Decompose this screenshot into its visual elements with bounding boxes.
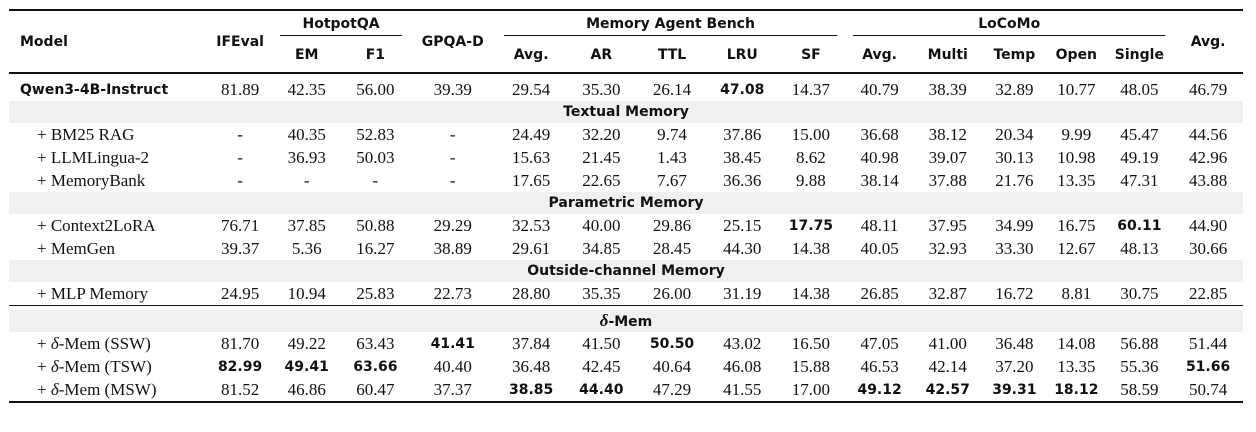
header-locomo-avg: Avg. bbox=[845, 37, 914, 73]
table-cell: 22.73 bbox=[410, 282, 496, 306]
table-cell: - bbox=[237, 124, 243, 144]
table-cell: 28.45 bbox=[652, 238, 692, 258]
table-cell: 44.30 bbox=[723, 238, 762, 258]
table-cell: 48.11 bbox=[860, 215, 899, 235]
table-cell: 48.13 bbox=[1120, 238, 1159, 258]
table-cell: 10.98 bbox=[1057, 147, 1096, 167]
table-cell: 22.85 bbox=[1173, 282, 1243, 306]
table-row bbox=[9, 237, 1243, 260]
table-cell: 35.35 bbox=[566, 282, 636, 306]
table-cell: 41.55 bbox=[708, 378, 777, 402]
table-cell: 8.62 bbox=[796, 147, 826, 167]
table-cell: 47.05 bbox=[860, 333, 899, 353]
table-cell: 36.48 bbox=[995, 333, 1034, 353]
section-row bbox=[9, 192, 1243, 214]
table-cell: 46.08 bbox=[723, 356, 762, 376]
table-cell: 37.86 bbox=[723, 124, 762, 144]
table-cell: 7.67 bbox=[657, 170, 687, 190]
table-cell: 50.03 bbox=[356, 147, 395, 167]
table-cell: 63.43 bbox=[356, 333, 395, 353]
delta-symbol: δ bbox=[599, 311, 609, 330]
table-cell: 26.14 bbox=[652, 79, 692, 99]
model-suffix: -Mem (TSW) bbox=[58, 356, 152, 376]
model-name: + LLMLingua-2 bbox=[37, 147, 150, 167]
results-body bbox=[9, 78, 1243, 402]
table-cell: 82.99 bbox=[217, 358, 263, 375]
table-cell: 39.39 bbox=[433, 79, 472, 99]
header-hotpotqa-group bbox=[272, 10, 409, 37]
table-cell: 37.84 bbox=[512, 333, 551, 353]
table-cell: 20.34 bbox=[995, 124, 1034, 144]
table-cell: 38.14 bbox=[860, 170, 899, 190]
table-row bbox=[9, 214, 1243, 237]
table-cell: 21.45 bbox=[582, 147, 621, 167]
table-cell: 15.63 bbox=[512, 147, 551, 167]
table-cell: 15.00 bbox=[791, 124, 831, 144]
table-cell: 39.37 bbox=[220, 238, 260, 258]
header-temp: Temp bbox=[982, 37, 1048, 73]
table-cell: 36.93 bbox=[287, 147, 326, 167]
table-cell: 37.85 bbox=[287, 215, 326, 235]
table-cell: 46.79 bbox=[1188, 79, 1228, 99]
table-row bbox=[9, 282, 1243, 306]
table-row bbox=[9, 123, 1243, 146]
table-cell: 44.40 bbox=[566, 378, 636, 402]
table-cell: 31.19 bbox=[708, 282, 777, 306]
header-f1: F1 bbox=[341, 37, 410, 73]
table-cell: 43.88 bbox=[1188, 170, 1228, 190]
model-name bbox=[9, 332, 208, 355]
table-cell: 16.50 bbox=[791, 333, 831, 353]
header-em: EM bbox=[272, 37, 341, 73]
table-cell: 42.96 bbox=[1188, 147, 1228, 167]
table-cell: 55.36 bbox=[1120, 356, 1159, 376]
table-row bbox=[9, 78, 1243, 101]
table-cell: 37.88 bbox=[928, 170, 967, 190]
header-gpqa: GPQA-D bbox=[410, 10, 496, 73]
model-name: + MemGen bbox=[37, 238, 116, 258]
delta-title-text: -Mem bbox=[608, 314, 653, 330]
model-name bbox=[9, 378, 208, 402]
table-cell: - bbox=[237, 147, 243, 167]
table-cell: 39.31 bbox=[982, 378, 1048, 402]
table-cell: 24.49 bbox=[512, 124, 551, 144]
table-cell: 41.50 bbox=[582, 333, 621, 353]
table-cell: - bbox=[372, 170, 379, 190]
model-prefix: + bbox=[37, 379, 51, 399]
table-cell: 40.00 bbox=[582, 215, 621, 235]
table-cell: 49.12 bbox=[845, 378, 914, 402]
table-cell: 49.19 bbox=[1120, 147, 1159, 167]
table-cell: 22.65 bbox=[582, 170, 621, 190]
section-row bbox=[9, 310, 1243, 332]
table-cell: 32.20 bbox=[582, 124, 621, 144]
table-cell: 41.41 bbox=[430, 335, 475, 352]
table-row bbox=[9, 378, 1243, 402]
table-cell: 40.98 bbox=[860, 147, 899, 167]
table-cell: 16.72 bbox=[982, 282, 1048, 306]
table-cell: 60.47 bbox=[341, 378, 410, 402]
table-cell: 29.54 bbox=[512, 79, 551, 99]
header-ifeval: IFEval bbox=[208, 10, 273, 73]
section-title: Parametric Memory bbox=[9, 192, 1243, 214]
header-multi: Multi bbox=[914, 37, 982, 73]
table-cell: 29.86 bbox=[652, 215, 692, 235]
table-cell: 15.88 bbox=[791, 356, 831, 376]
table-cell: 50.50 bbox=[649, 335, 695, 352]
model-name: + BM25 RAG bbox=[37, 124, 135, 144]
table-cell: 38.89 bbox=[433, 238, 472, 258]
table-cell: 44.90 bbox=[1188, 215, 1228, 235]
table-row bbox=[9, 146, 1243, 169]
table-cell: 13.35 bbox=[1057, 170, 1096, 190]
table-cell: 50.74 bbox=[1173, 378, 1243, 402]
table-cell: 37.20 bbox=[995, 356, 1034, 376]
table-cell: 13.35 bbox=[1057, 356, 1096, 376]
table-cell: - bbox=[237, 170, 243, 190]
table-cell: - bbox=[449, 124, 456, 144]
table-cell: 30.66 bbox=[1188, 238, 1228, 258]
table-cell: - bbox=[449, 147, 456, 167]
table-cell: 45.47 bbox=[1120, 124, 1159, 144]
table-cell: 37.37 bbox=[410, 378, 496, 402]
header-hotpotqa: HotpotQA bbox=[280, 13, 401, 36]
table-cell: 5.36 bbox=[291, 238, 322, 258]
table-cell: 14.37 bbox=[791, 79, 831, 99]
model-suffix: -Mem (SSW) bbox=[58, 333, 151, 353]
table-cell: 28.80 bbox=[496, 282, 567, 306]
table-cell: 9.88 bbox=[796, 170, 826, 190]
table-cell: 16.75 bbox=[1057, 215, 1096, 235]
header-single: Single bbox=[1106, 37, 1174, 73]
header-mab-group bbox=[496, 10, 846, 37]
table-cell: 52.83 bbox=[356, 124, 395, 144]
table-cell: 37.95 bbox=[928, 215, 967, 235]
table-cell: 24.95 bbox=[208, 282, 273, 306]
table-cell: 10.77 bbox=[1057, 79, 1096, 99]
model-name bbox=[9, 355, 208, 378]
results-table bbox=[9, 9, 1243, 403]
table-cell: 16.27 bbox=[356, 238, 395, 258]
table-cell: 14.08 bbox=[1057, 333, 1096, 353]
table-cell: 49.22 bbox=[287, 333, 326, 353]
model-name: + Context2LoRA bbox=[37, 215, 156, 235]
table-cell: 17.00 bbox=[777, 378, 846, 402]
model-delta-symbol: δ bbox=[50, 356, 59, 376]
table-cell: 38.39 bbox=[928, 79, 967, 99]
header-sf: SF bbox=[777, 37, 846, 73]
section-row bbox=[9, 260, 1243, 282]
model-name: + MLP Memory bbox=[9, 282, 208, 306]
table-cell: 51.66 bbox=[1185, 358, 1231, 375]
table-cell: 63.66 bbox=[353, 358, 398, 375]
table-cell: 60.11 bbox=[1117, 217, 1162, 234]
table-cell: 14.38 bbox=[777, 282, 846, 306]
table-cell: 8.81 bbox=[1047, 282, 1105, 306]
table-cell: 81.52 bbox=[208, 378, 273, 402]
table-cell: 58.59 bbox=[1106, 378, 1174, 402]
table-cell: 41.00 bbox=[928, 333, 967, 353]
table-cell: 32.89 bbox=[995, 79, 1034, 99]
model-delta-symbol: δ bbox=[50, 333, 59, 353]
table-cell: 17.75 bbox=[788, 217, 834, 234]
section-title-delta bbox=[9, 310, 1243, 332]
table-cell: 17.65 bbox=[512, 170, 551, 190]
model-name: + MemoryBank bbox=[37, 170, 146, 190]
table-cell: 25.15 bbox=[723, 215, 762, 235]
table-cell: 51.44 bbox=[1188, 333, 1228, 353]
table-cell: 47.08 bbox=[720, 81, 765, 98]
header-lru: LRU bbox=[708, 37, 777, 73]
table-cell: 32.87 bbox=[914, 282, 982, 306]
section-title: Textual Memory bbox=[9, 101, 1243, 123]
header-open: Open bbox=[1047, 37, 1105, 73]
table-cell: 34.85 bbox=[582, 238, 621, 258]
table-cell: 40.35 bbox=[287, 124, 326, 144]
table-cell: 38.12 bbox=[928, 124, 967, 144]
header-ttl: TTL bbox=[636, 37, 708, 73]
table-cell: 36.36 bbox=[723, 170, 762, 190]
header-locomo: LoCoMo bbox=[853, 13, 1165, 36]
table-cell: 14.38 bbox=[791, 238, 831, 258]
table-cell: 46.86 bbox=[272, 378, 341, 402]
table-cell: 47.31 bbox=[1120, 170, 1159, 190]
table-cell: 47.29 bbox=[636, 378, 708, 402]
table-cell: 34.99 bbox=[995, 215, 1034, 235]
table-cell: 38.45 bbox=[723, 147, 762, 167]
table-cell: 43.02 bbox=[723, 333, 762, 353]
table-cell: 36.68 bbox=[860, 124, 899, 144]
table-cell: 42.14 bbox=[928, 356, 967, 376]
table-cell: 29.61 bbox=[512, 238, 551, 258]
header-model: Model bbox=[9, 10, 208, 73]
table-cell: 36.48 bbox=[512, 356, 551, 376]
table-cell: 40.40 bbox=[433, 356, 472, 376]
table-cell: 32.53 bbox=[512, 215, 551, 235]
table-cell: 18.12 bbox=[1047, 378, 1105, 402]
table-cell: 48.05 bbox=[1120, 79, 1159, 99]
table-cell: 76.71 bbox=[220, 215, 260, 235]
table-cell: 12.67 bbox=[1057, 238, 1096, 258]
header-avg: Avg. bbox=[1173, 10, 1243, 73]
table-cell: 40.79 bbox=[860, 79, 899, 99]
header-ar: AR bbox=[566, 37, 636, 73]
table-cell: - bbox=[449, 170, 456, 190]
table-cell: 42.57 bbox=[914, 378, 982, 402]
header-locomo-group bbox=[845, 10, 1173, 37]
table-cell: 38.85 bbox=[496, 378, 567, 402]
table-cell: 30.75 bbox=[1106, 282, 1174, 306]
model-suffix: -Mem (MSW) bbox=[58, 379, 157, 399]
header-mab: Memory Agent Bench bbox=[504, 13, 838, 36]
table-cell: 26.00 bbox=[636, 282, 708, 306]
table-cell: 30.13 bbox=[995, 147, 1034, 167]
base-model-name: Qwen3-4B-Instruct bbox=[20, 81, 169, 98]
table-cell: 33.30 bbox=[995, 238, 1034, 258]
table-row bbox=[9, 169, 1243, 192]
table-cell: 26.85 bbox=[845, 282, 914, 306]
table-cell: 32.93 bbox=[928, 238, 967, 258]
table-cell: 50.88 bbox=[356, 215, 395, 235]
table-cell: 25.83 bbox=[341, 282, 410, 306]
table-cell: 42.35 bbox=[287, 79, 326, 99]
table-cell: - bbox=[303, 170, 310, 190]
table-cell: 35.30 bbox=[582, 79, 621, 99]
table-cell: 56.00 bbox=[356, 79, 395, 99]
table-cell: 46.53 bbox=[860, 356, 899, 376]
table-cell: 10.94 bbox=[272, 282, 341, 306]
model-prefix: + bbox=[37, 356, 51, 376]
table-cell: 9.74 bbox=[657, 124, 687, 144]
table-cell: 40.05 bbox=[860, 238, 899, 258]
section-row bbox=[9, 101, 1243, 123]
table-cell: 44.56 bbox=[1188, 124, 1228, 144]
model-prefix: + bbox=[37, 333, 51, 353]
table-cell: 42.45 bbox=[582, 356, 621, 376]
table-cell: 9.99 bbox=[1061, 124, 1092, 144]
table-row bbox=[9, 332, 1243, 355]
table-cell: 39.07 bbox=[928, 147, 967, 167]
table-cell: 1.43 bbox=[657, 147, 687, 167]
table-cell: 81.70 bbox=[220, 333, 260, 353]
table-cell: 40.64 bbox=[652, 356, 692, 376]
table-cell: 21.76 bbox=[995, 170, 1034, 190]
model-delta-symbol: δ bbox=[50, 379, 59, 399]
table-cell: 56.88 bbox=[1120, 333, 1159, 353]
section-title: Outside-channel Memory bbox=[9, 260, 1243, 282]
table-cell: 29.29 bbox=[433, 215, 472, 235]
table-row bbox=[9, 355, 1243, 378]
table-cell: 81.89 bbox=[220, 79, 260, 99]
results-table-wrapper bbox=[9, 9, 1243, 403]
header-mab-avg: Avg. bbox=[496, 37, 567, 73]
table-cell: 49.41 bbox=[284, 358, 329, 375]
